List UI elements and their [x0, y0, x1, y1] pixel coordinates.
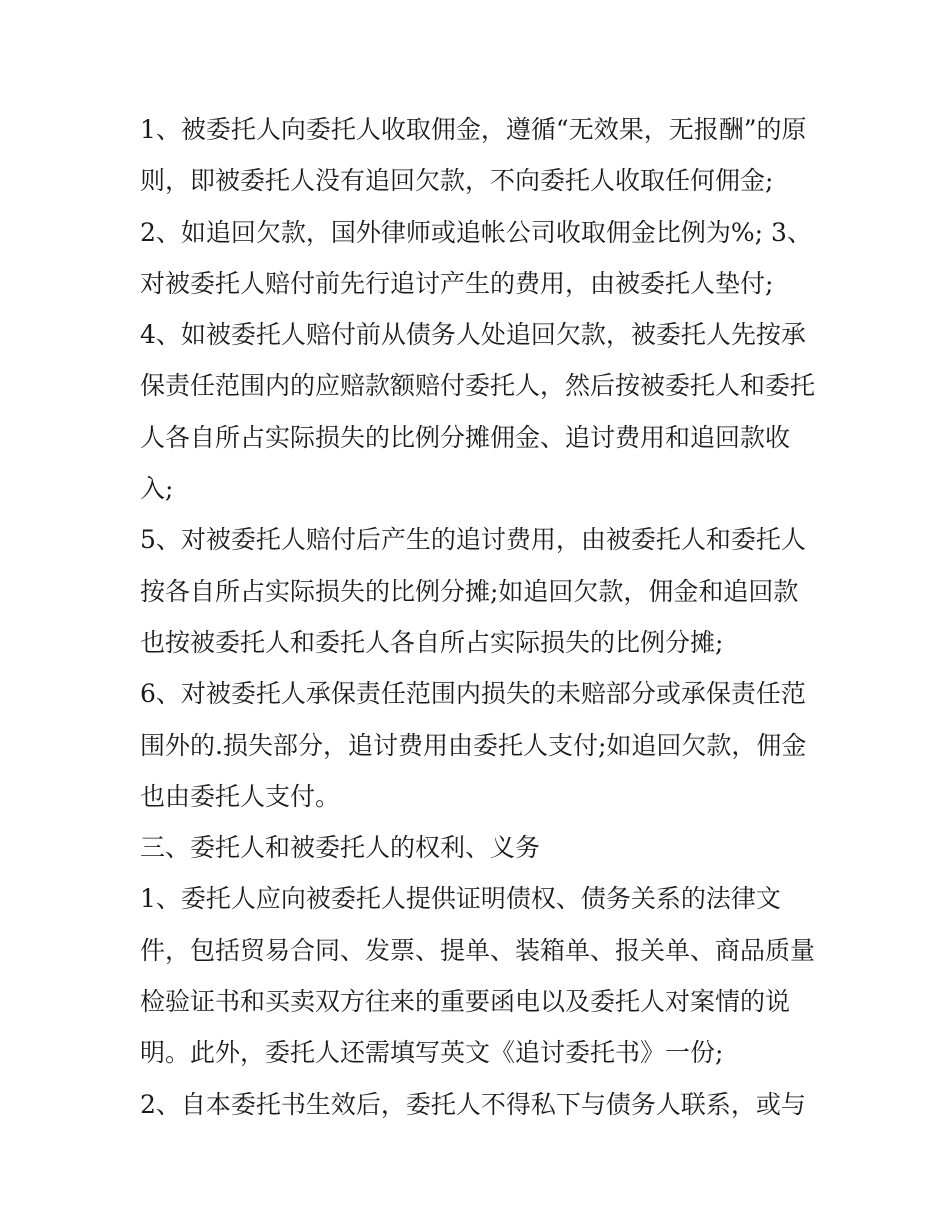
text-line: 2、如追回欠款，国外律师或追帐公司收取佣金比例为%; 3、: [140, 217, 812, 247]
text-line: 也按被委托人和委托人各自所占实际损失的比例分摊;: [140, 627, 724, 657]
document-body: [140, 104, 830, 1130]
text-line: 也由委托人支付。: [140, 781, 341, 811]
text-line: 件，包括贸易合同、发票、提单、装箱单、报关单、商品质量: [140, 935, 816, 965]
text-line: 人各自所占实际损失的比例分摊佣金、追讨费用和追回款收: [140, 422, 791, 452]
text-line: 明。此外，委托人还需填写英文《追讨委托书》一份;: [140, 1038, 724, 1068]
section-heading: 三、委托人和被委托人的权利、义务: [140, 833, 541, 863]
text-line: 则，即被委托人没有追回欠款，不向委托人收取任何佣金;: [140, 166, 774, 196]
text-line: 1、被委托人向委托人收取佣金，遵循“无效果，无报酬”的原: [140, 115, 807, 144]
text-line: 2、自本委托书生效后，委托人不得私下与债务人联系，或与: [140, 1089, 806, 1119]
text-line: 保责任范围内的应赔款额赔付委托人，然后按被委托人和委托: [140, 371, 816, 401]
text-line: 围外的.损失部分，追讨费用由委托人支付;如追回欠款，佣金: [140, 730, 807, 760]
text-line: 1、委托人应向被委托人提供证明债权、债务关系的法律文: [140, 884, 781, 914]
text-line: 5、对被委托人赔付后产生的追讨费用，由被委托人和委托人: [140, 525, 806, 555]
text-line: 入;: [140, 474, 174, 504]
text-line: 6、对被委托人承保责任范围内损失的未赔部分或承保责任范: [140, 679, 806, 709]
text-line: 4、如被委托人赔付前从债务人处追回欠款，被委托人先按承: [140, 320, 806, 350]
text-line: 按各自所占实际损失的比例分摊;如追回欠款，佣金和追回款: [140, 576, 799, 606]
text-line: 对被委托人赔付前先行追讨产生的费用，由被委托人垫付;: [140, 268, 774, 298]
text-line: 检验证书和买卖双方往来的重要函电以及委托人对案情的说: [140, 987, 791, 1017]
